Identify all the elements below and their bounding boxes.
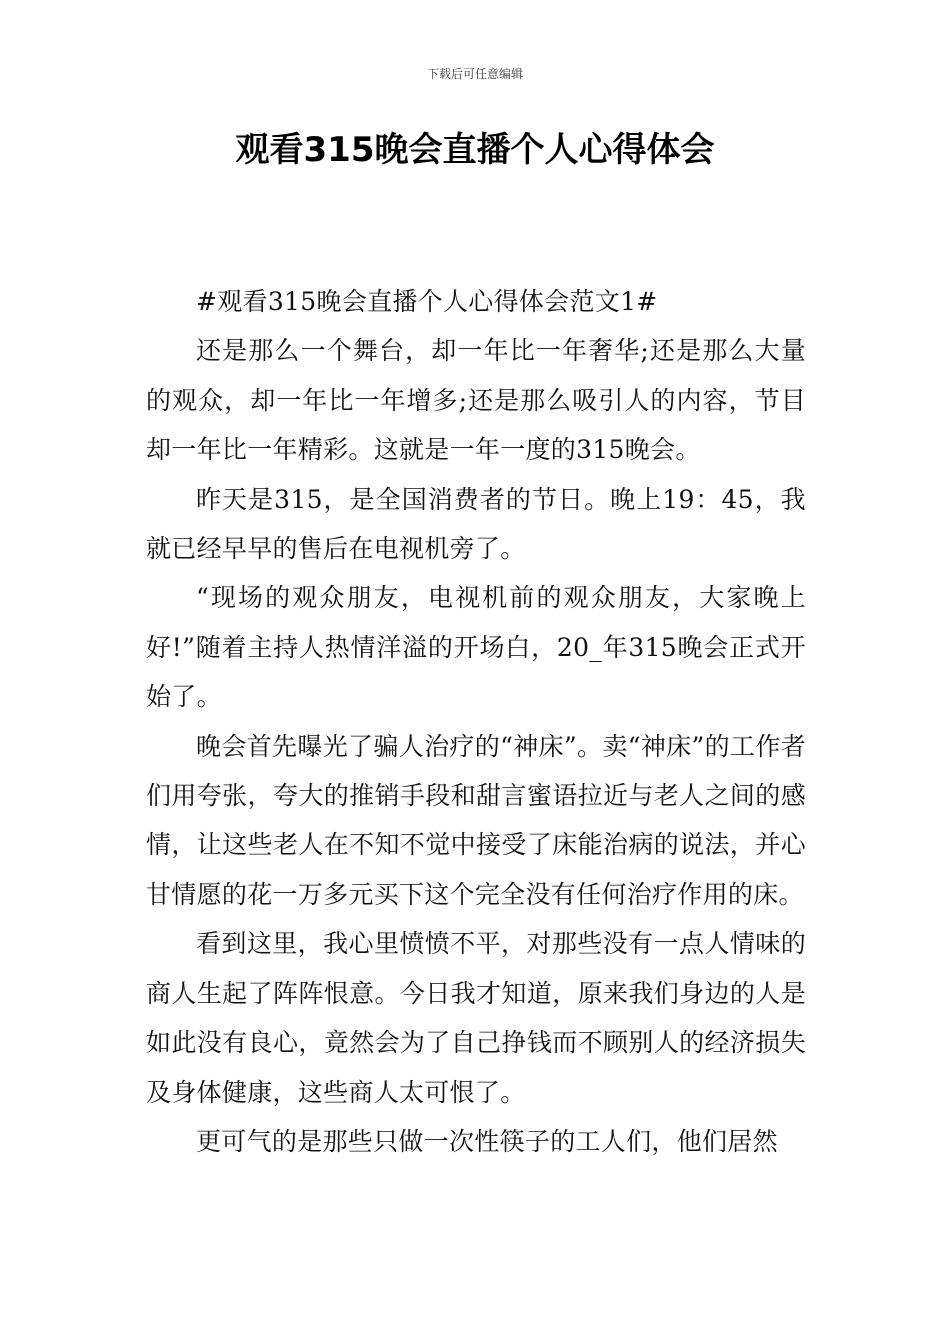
body-paragraph: 昨天是315，是全国消费者的节日。晚上19：45，我就已经早早的售后在电视机旁了。 bbox=[146, 484, 806, 564]
document-body bbox=[146, 277, 806, 1166]
body-paragraph: 晚会首先曝光了骗人治疗的“神床”。卖“神床”的工作者们用夸张，夸大的推销手段和甜言蜜语拉近与老人之间的感情，让这些老人在不知不觉中接受了床能治病的说法，并心甘情愿的花一万多元买下这个完全没有任何治疗作用的床。 bbox=[146, 731, 806, 909]
body-paragraph: 更可气的是那些只做一次性筷子的工人们，他们居然 bbox=[196, 1126, 778, 1156]
section-subheading: #观看315晚会直播个人心得体会范文1# bbox=[196, 287, 658, 316]
document-title: 观看315晚会直播个人心得体会 bbox=[235, 130, 715, 170]
header-note: 下载后可任意编辑 bbox=[426, 67, 523, 81]
body-paragraph: 还是那么一个舞台，却一年比一年奢华;还是那么大量的观众，却一年比一年增多;还是那么吸引人的内容，节目却一年比一年精彩。这就是一年一度的315晚会。 bbox=[146, 336, 806, 465]
body-paragraph: 看到这里，我心里愤愤不平，对那些没有一点人情味的商人生起了阵阵恨意。今日我才知道，原来我们身边的人是如此没有良心，竟然会为了自己挣钱而不顾别人的经济损失及身体健康，这些商人太可恨了。 bbox=[146, 929, 806, 1107]
body-paragraph: “现场的观众朋友，电视机前的观众朋友，大家晚上好!”随着主持人热情洋溢的开场白，20_年315晚会正式开始了。 bbox=[146, 583, 806, 712]
